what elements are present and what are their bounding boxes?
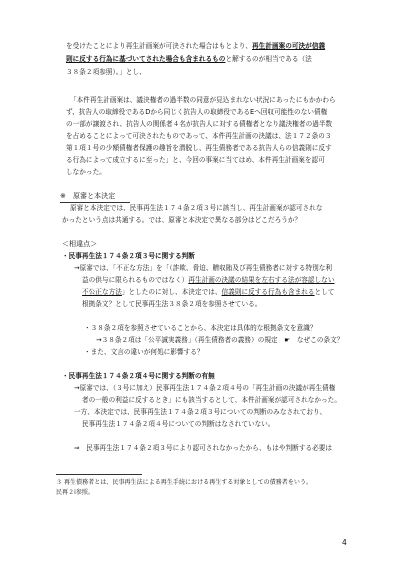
quote-line-4: を占めることによって可決されたものであって、本件再生計画の決議は、法１７２条の３ — [66, 132, 332, 140]
text-line-2: 則に反する行為に基づいてされた場合も含まれるものと解するのが相当である（法 — [66, 55, 312, 63]
section-heading-genshin: ※ 原審と本決定 — [60, 192, 116, 200]
quote-line-5: 第１項１号の少額債権者保護の趣旨を潜脱し、再生債務者である抗告人らの信義則に反す — [66, 144, 332, 152]
conclusion-line: ⇒ 民事再生法１７４条２項３号により認可されなかったから、もはや判断する必要は — [74, 444, 333, 452]
heading-underline — [60, 202, 130, 203]
point4-line-1: →原審では、（３号に加え）民事再生法１７４条２項４号の「再生計画の決議が再生債権 — [74, 384, 336, 392]
point-line-1: →原審では、「不正な方法」を「（詐欺、脅迫、贈収賄及び再生債務者に対する特別な利 — [74, 264, 333, 272]
point4-line-4: 民事再生法１７４条２項４号についての判断はなされていない。 — [82, 420, 275, 428]
note-line-1: ・３８条２項を参照させていることから、本決定は具体的な根拠条文を意識？ — [84, 324, 317, 332]
quote-line-7: しなかった。 — [66, 168, 106, 176]
quote-line-1: 「本件再生計画案は、議決権者の過半数の同意が見込まれない状況にあったにもかかわら — [70, 96, 336, 104]
quote-line-3: の一部が譲渡され、抗告人の関係者４名が抗告人に対する債権者となり議決権者の過半数 — [66, 120, 333, 128]
page-number: 4 — [342, 538, 347, 547]
point-line-2: 益の供与に限られるものではなく）再生計画の決議の結果を左右する法が容認しない — [82, 276, 335, 284]
subheading-differences: ＜相違点＞ — [62, 240, 98, 248]
quote-line-6: る行為によって成立するに至った」と、今回の事案に当てはめ、本件再生計画案を認可 — [66, 156, 325, 164]
footnote-line-1: ３ 再生債務者とは、民事再生法による再生手続における再生する対象としての債務者をいう。 — [56, 479, 313, 486]
point4-line-3: 一方、本決定では、民事再生法１７４条２項３号についての判断のみなされており、 — [74, 408, 327, 416]
footnote-rule — [56, 474, 142, 475]
note-line-2: →３８条２項は「公平誠実義務」（再生債務者の義務）の規定 ☛ なぜこの条文？ — [96, 336, 344, 344]
footnote-line-2: 民再２ⅰ参照。 — [56, 489, 95, 496]
text-line-1: を受けたことにより再生計画案が可決された場合はもとより、再生計画案の可決が信義 — [66, 42, 326, 50]
text-line-3: ３８条２項参照）。」とし、 — [66, 68, 146, 76]
point4-line-2: 者の一般の利益に反するとき」にも該当するとして、本件計画案が認可されなかった。 — [82, 396, 341, 404]
body-line-2: かったという点は共通する。では、原審と本決定で異なる部分はどこだろうか？ — [62, 216, 302, 224]
point-heading-art174-4: ・民事再生法１７４条２項４号に関する判断の有無 — [62, 372, 215, 380]
point-line-4: 根拠条文？として民事再生法３８条２項を参照させている。 — [82, 300, 262, 308]
body-line-1: 原審と本決定では、民事再生法１７４条２項３号に該当し、再生計画案が認可されな — [70, 204, 323, 212]
point-line-3: 不公正な方法」としたのに対し、本決定では、信義則に反する行為も含まれるとして — [82, 288, 335, 296]
note-line-3: ・また、文言の違いが何処に影響する？ — [84, 348, 204, 356]
quote-line-2: ず、抗告人の取締役であるDから同じく抗告人の取締役であるEへ回収可能性のない債権 — [66, 108, 328, 116]
point-heading-art174-3: ・民事再生法１７４条２項３号に関する判断 — [62, 252, 195, 260]
